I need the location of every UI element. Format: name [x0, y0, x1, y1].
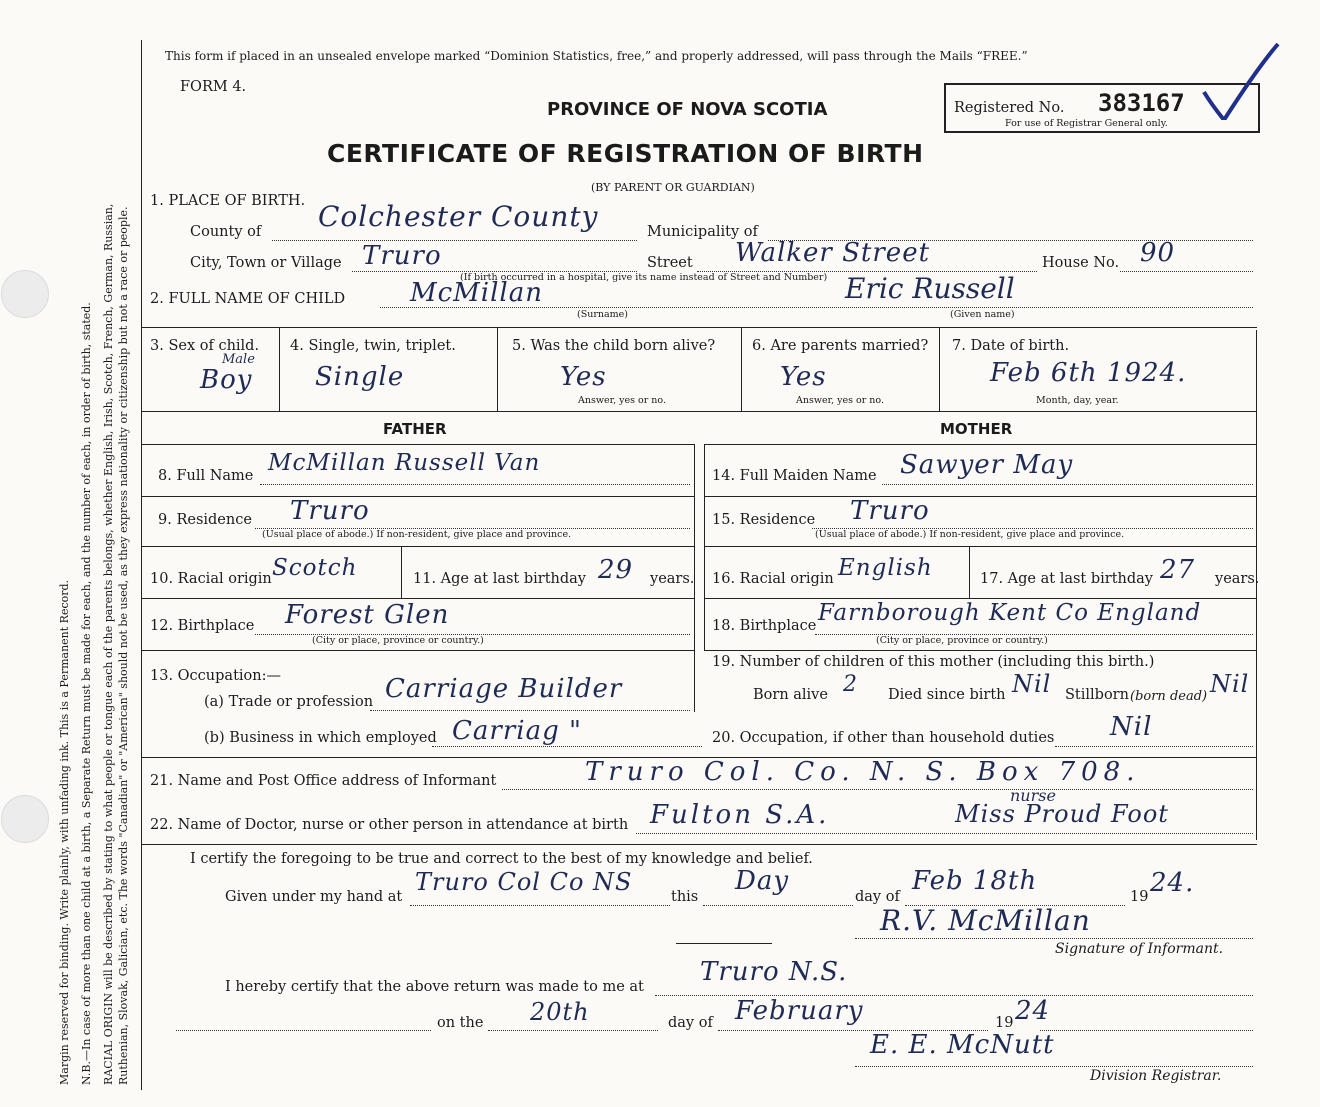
- side-note-2: N.B.—In case of more than one child at a birth, a Separate Return must be made for each, and the number of each, in order of birth, stated.: [80, 302, 93, 1085]
- surname-caption: (Surname): [577, 309, 628, 320]
- father-residence-caption: (Usual place of abode.) If non-resident, give place and province.: [262, 529, 572, 540]
- registered-label: Registered No.: [954, 100, 1065, 116]
- nurse-value: Miss Proud Foot: [955, 800, 1169, 828]
- mother-racial-value: English: [838, 555, 933, 581]
- province-heading: PROVINCE OF NOVA SCOTIA: [547, 99, 828, 120]
- registrar-day-value: 20th: [530, 998, 590, 1026]
- single-twin-label: 4. Single, twin, triplet.: [290, 338, 456, 354]
- born-alive-value: Yes: [560, 362, 607, 392]
- parents-married-value: Yes: [780, 362, 827, 392]
- died-since-birth-label: Died since birth: [888, 687, 1006, 703]
- binding-hole-bottom: [1, 795, 49, 843]
- check-mark-icon: [1200, 40, 1280, 120]
- father-residence-value: Truro: [290, 496, 370, 526]
- mother-residence-caption: (Usual place of abode.) If non-resident, give place and province.: [815, 529, 1125, 540]
- born-alive-count-label: Born alive: [753, 687, 828, 703]
- side-note-1: Margin reserved for binding. Write plainly, with unfading ink. This is a Permanent Record.: [58, 579, 71, 1085]
- house-label: House No.: [1042, 255, 1120, 271]
- city-value: Truro: [362, 241, 442, 271]
- city-label: City, Town or Village: [190, 255, 342, 271]
- informant-value: Truro Col. Co. N. S. Box 708.: [585, 757, 1141, 787]
- given-name-caption: (Given name): [950, 309, 1015, 320]
- mother-name-label: 14. Full Maiden Name: [712, 468, 877, 484]
- sex-label: 3. Sex of child.: [150, 338, 260, 354]
- certificate-title: CERTIFICATE OF REGISTRATION OF BIRTH: [327, 139, 924, 168]
- place-of-birth-label: 1. PLACE OF BIRTH.: [150, 193, 306, 209]
- born-alive-count-value: 2: [843, 672, 858, 697]
- father-birthplace-value: Forest Glen: [285, 600, 450, 630]
- father-business-value: Carriag ": [452, 716, 582, 746]
- father-residence-label: 9. Residence: [158, 512, 252, 528]
- date-of-birth-label: 7. Date of birth.: [952, 338, 1070, 354]
- mother-heading: MOTHER: [940, 420, 1013, 438]
- father-name-label: 8. Full Name: [158, 468, 254, 484]
- doctor-value: Fulton S.A.: [650, 800, 830, 830]
- registrar-on-label: on the: [437, 1015, 484, 1031]
- registrar-signature: E. E. McNutt: [870, 1030, 1055, 1060]
- house-value: 90: [1140, 238, 1176, 268]
- county-value: Colchester County: [318, 200, 599, 233]
- father-trade-label: (a) Trade or profession: [204, 694, 374, 710]
- born-alive-label: 5. Was the child born alive?: [512, 338, 716, 354]
- informant-signature-label: Signature of Informant.: [1055, 941, 1224, 957]
- mother-occupation-value: Nil: [1110, 712, 1153, 742]
- registered-number: 383167: [1098, 89, 1185, 117]
- father-birthplace-caption: (City or place, province or country.): [312, 635, 484, 646]
- father-name-value: McMillan Russell Van: [268, 450, 541, 476]
- stillborn-note: (born dead): [1130, 689, 1208, 704]
- father-birthplace-label: 12. Birthplace: [150, 618, 255, 634]
- street-label: Street: [647, 255, 693, 271]
- registrar-signature-label: Division Registrar.: [1090, 1068, 1222, 1084]
- registrar-place-value: Truro N.S.: [700, 957, 848, 987]
- father-age-unit: years.: [650, 571, 695, 587]
- form-number: FORM 4.: [180, 79, 247, 95]
- father-business-label: (b) Business in which employed: [204, 730, 437, 746]
- day-value: Day: [735, 866, 790, 896]
- mother-birthplace-value: Farnborough Kent Co England: [818, 600, 1202, 626]
- mail-notice: This form if placed in an unsealed envelope marked “Dominion Statistics, free,” and properly addressed, will pass through the Mails “FREE.”: [165, 49, 1028, 63]
- mother-age-unit: years.: [1215, 571, 1260, 587]
- child-name-label: 2. FULL NAME OF CHILD: [150, 291, 346, 307]
- father-trade-value: Carriage Builder: [385, 674, 623, 704]
- hospital-note: (If birth occurred in a hospital, give its name instead of Street and Number): [460, 272, 828, 283]
- mother-racial-label: 16. Racial origin: [712, 571, 834, 587]
- mother-occupation-label: 20. Occupation, if other than household duties: [712, 730, 1055, 746]
- side-note-3: RACIAL ORIGIN will be described by stating to what people or tongue each of the parents belongs, whether English, Irish, Scotch, French, German, Russian,: [102, 203, 115, 1085]
- died-since-birth-value: Nil: [1012, 670, 1052, 698]
- mother-residence-label: 15. Residence: [712, 512, 816, 528]
- father-age-label: 11. Age at last birthday: [413, 571, 586, 587]
- certify-year-prefix: 19: [1130, 889, 1149, 905]
- surname-value: McMillan: [410, 278, 543, 308]
- registrar-month-value: February: [735, 996, 864, 1026]
- given-under-hand-label: Given under my hand at: [225, 889, 403, 905]
- mother-age-value: 27: [1160, 555, 1196, 585]
- day-of-label: day of: [855, 889, 900, 905]
- sex-value: Boy: [200, 365, 253, 395]
- registrar-certify-label: I hereby certify that the above return was made to me at: [225, 979, 644, 995]
- stillborn-value: Nil: [1210, 670, 1250, 698]
- registrar-day-of-label: day of: [668, 1015, 713, 1031]
- mother-age-label: 17. Age at last birthday: [980, 571, 1153, 587]
- this-label: this: [671, 889, 699, 905]
- doctor-label: 22. Name of Doctor, nurse or other person in attendance at birth: [150, 817, 629, 833]
- mother-birthplace-caption: (City or place, province or country.): [876, 635, 1048, 646]
- certify-year-value: 24.: [1150, 868, 1195, 898]
- side-note-4: Ruthenian, Slovak, Galician, etc. The words "Canadian" or "American" should not be used, as they express nationality or citizenship but not a race or people.: [117, 206, 130, 1085]
- parents-married-caption: Answer, yes or no.: [796, 395, 885, 406]
- registrar-year-value: 24: [1015, 996, 1051, 1026]
- mother-residence-value: Truro: [850, 496, 930, 526]
- father-occupation-label: 13. Occupation:—: [150, 668, 281, 684]
- county-label: County of: [190, 224, 262, 240]
- mother-birthplace-label: 18. Birthplace: [712, 618, 817, 634]
- mother-children-label: 19. Number of children of this mother (including this birth.): [712, 654, 1155, 670]
- binding-hole-top: [1, 270, 49, 318]
- informant-signature: R.V. McMillan: [880, 904, 1091, 937]
- mother-name-value: Sawyer May: [900, 450, 1074, 480]
- given-name-value: Eric Russell: [845, 272, 1015, 305]
- born-alive-caption: Answer, yes or no.: [578, 395, 667, 406]
- father-heading: FATHER: [383, 420, 447, 438]
- father-racial-label: 10. Racial origin: [150, 571, 272, 587]
- single-twin-value: Single: [315, 362, 405, 392]
- date-of-birth-value: Feb 6th 1924.: [990, 358, 1187, 388]
- registrar-year-prefix: 19: [995, 1015, 1014, 1031]
- certify-statement: I certify the foregoing to be true and correct to the best of my knowledge and belief.: [190, 851, 813, 867]
- nurse-note: nurse: [1010, 786, 1056, 805]
- informant-label: 21. Name and Post Office address of Informant: [150, 773, 497, 789]
- registrar-note: For use of Registrar General only.: [1005, 118, 1168, 129]
- father-racial-value: Scotch: [272, 555, 358, 581]
- certify-date-value: Feb 18th: [912, 866, 1038, 896]
- parents-married-label: 6. Are parents married?: [752, 338, 929, 354]
- sex-note: Male: [222, 352, 255, 367]
- certificate-subtitle: (BY PARENT OR GUARDIAN): [591, 181, 755, 194]
- left-border: [141, 40, 142, 1090]
- municipality-label: Municipality of: [647, 224, 758, 240]
- date-of-birth-caption: Month, day, year.: [1036, 395, 1119, 406]
- father-age-value: 29: [598, 555, 634, 585]
- street-value: Walker Street: [735, 238, 931, 268]
- stillborn-label: Stillborn: [1065, 687, 1129, 703]
- given-place-value: Truro Col Co NS: [415, 868, 633, 896]
